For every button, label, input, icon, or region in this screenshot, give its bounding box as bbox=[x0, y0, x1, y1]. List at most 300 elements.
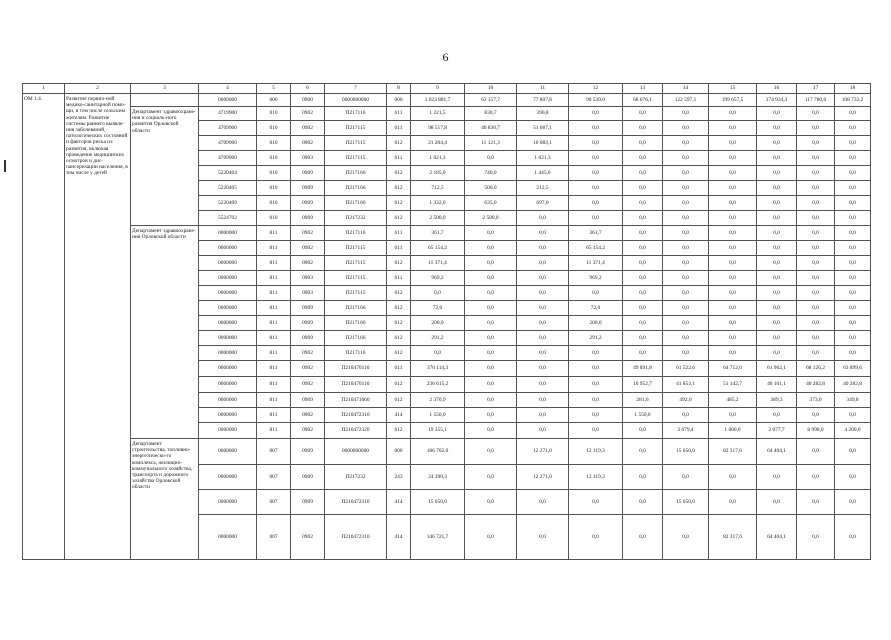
table-cell: 15 650,0 bbox=[411, 490, 465, 515]
table-cell: 0,0 bbox=[569, 136, 623, 151]
table-cell: 361,7 bbox=[411, 226, 465, 241]
table-cell: 0,0 bbox=[757, 331, 797, 346]
table-cell: 0000000 bbox=[199, 490, 257, 515]
table-cell: 0,0 bbox=[757, 151, 797, 166]
table-cell: 0000000 bbox=[199, 256, 257, 271]
table-cell: П210472320 bbox=[325, 423, 387, 439]
table-cell: 122 597,1 bbox=[663, 94, 709, 107]
table-cell: 0,0 bbox=[569, 121, 623, 136]
table-cell: 0909 bbox=[291, 166, 325, 181]
table-cell: 11 121,3 bbox=[465, 136, 517, 151]
table-cell: 65 154,2 bbox=[411, 241, 465, 256]
table-cell: 68 676,1 bbox=[623, 94, 663, 107]
table-cell: 72,0 bbox=[569, 301, 623, 316]
table-cell: 90 539,0 bbox=[569, 94, 623, 107]
table-cell: 000 bbox=[257, 94, 291, 107]
table-cell: П217115 bbox=[325, 256, 387, 271]
table-row bbox=[23, 94, 871, 107]
table-cell: 0000000 bbox=[199, 241, 257, 256]
table-cell: 1 445,0 bbox=[517, 166, 569, 181]
column-header: 16 bbox=[757, 84, 797, 94]
table-cell: 373,0 bbox=[797, 393, 835, 408]
table-cell: 0,0 bbox=[569, 107, 623, 121]
table-cell: 0,0 bbox=[835, 286, 871, 301]
table-cell: 010 bbox=[257, 196, 291, 211]
table-cell: 0,0 bbox=[623, 151, 663, 166]
table-cell: 010 bbox=[257, 181, 291, 196]
table-cell: 174 934,3 bbox=[757, 94, 797, 107]
table-cell: 0,0 bbox=[709, 107, 757, 121]
table-cell: 0,0 bbox=[663, 241, 709, 256]
table-cell: П217166 bbox=[325, 301, 387, 316]
table-cell: 0,0 bbox=[663, 346, 709, 361]
table-cell: 61 522,6 bbox=[663, 361, 709, 377]
budget-table bbox=[22, 83, 871, 560]
table-cell: 811 bbox=[257, 408, 291, 423]
measure-description: Развитие первич-ной медико-санитарной помо-щи, в том числе сельским жителям. Развитие системы раннего выявле-ния заболеваний, патологических состояний и факторов риска их развития, включая проведение медицинских осмотров и дис-пансеризации населения, в том числе у детей bbox=[65, 94, 131, 560]
table-cell: 1 021,3 bbox=[411, 151, 465, 166]
table-cell: 0,0 bbox=[623, 226, 663, 241]
table-cell: 0,0 bbox=[797, 490, 835, 515]
table-cell: 697,0 bbox=[517, 196, 569, 211]
table-cell: 0909 bbox=[291, 301, 325, 316]
table-cell: 0902 bbox=[291, 423, 325, 439]
table-cell: 0,0 bbox=[623, 166, 663, 181]
table-cell: 0,0 bbox=[517, 286, 569, 301]
table-cell: 000 bbox=[387, 439, 411, 465]
table-cell: 0,0 bbox=[709, 490, 757, 515]
table-cell: 0,0 bbox=[797, 256, 835, 271]
table-cell: 0,0 bbox=[465, 377, 517, 393]
table-cell: 0,0 bbox=[835, 515, 871, 560]
table-cell: 830,7 bbox=[465, 107, 517, 121]
table-cell: 611 bbox=[387, 241, 411, 256]
table-cell: 0902 bbox=[291, 256, 325, 271]
table-cell: 0,0 bbox=[517, 256, 569, 271]
table-cell: 0,0 bbox=[709, 465, 757, 490]
table-cell: 0,0 bbox=[517, 226, 569, 241]
table-cell: 0,0 bbox=[663, 331, 709, 346]
table-cell: 61 962,1 bbox=[757, 361, 797, 377]
table-cell: 0,0 bbox=[709, 226, 757, 241]
table-cell: 0,0 bbox=[517, 346, 569, 361]
table-cell: П210472310 bbox=[325, 490, 387, 515]
table-cell: 0,0 bbox=[465, 515, 517, 560]
table-cell: 485,2 bbox=[709, 393, 757, 408]
table-cell: 0909 bbox=[291, 316, 325, 331]
table-cell: 0000000 bbox=[199, 377, 257, 393]
table-cell: 0,0 bbox=[465, 316, 517, 331]
table-cell: 0,0 bbox=[835, 490, 871, 515]
table-cell: 0,0 bbox=[569, 393, 623, 408]
table-cell: 4709900 bbox=[199, 121, 257, 136]
table-cell: 0,0 bbox=[623, 271, 663, 286]
table-cell: 612 bbox=[387, 166, 411, 181]
table-cell: 0,0 bbox=[623, 301, 663, 316]
table-cell: 0,0 bbox=[465, 465, 517, 490]
table-cell: 1 023 881,7 bbox=[411, 94, 465, 107]
table-cell: 0,0 bbox=[569, 361, 623, 377]
table-cell: 146 721,7 bbox=[411, 515, 465, 560]
table-cell: 0,0 bbox=[797, 408, 835, 423]
table-cell: 0,0 bbox=[757, 121, 797, 136]
table-cell: 0909 bbox=[291, 181, 325, 196]
table-cell: 389,3 bbox=[757, 393, 797, 408]
table-cell: 108 732,2 bbox=[835, 94, 871, 107]
table-cell: 0,0 bbox=[757, 271, 797, 286]
table-cell: 010 bbox=[257, 107, 291, 121]
table-cell: 611 bbox=[387, 271, 411, 286]
table-cell: 0903 bbox=[291, 271, 325, 286]
table-cell: 0,0 bbox=[663, 316, 709, 331]
table-cell: 63 899,6 bbox=[835, 361, 871, 377]
table-cell: 0000000 bbox=[199, 515, 257, 560]
column-header: 3 bbox=[131, 84, 199, 94]
table-cell: 0,0 bbox=[465, 256, 517, 271]
table-cell: 0,0 bbox=[797, 241, 835, 256]
table-cell: 811 bbox=[257, 241, 291, 256]
table-cell: 0,0 bbox=[835, 331, 871, 346]
table-cell: 0,0 bbox=[709, 136, 757, 151]
table-cell: П217166 bbox=[325, 196, 387, 211]
table-cell: 007 bbox=[257, 439, 291, 465]
table-cell: 0,0 bbox=[465, 271, 517, 286]
table-cell: 0000000 bbox=[199, 423, 257, 439]
table-cell: 611 bbox=[387, 361, 411, 377]
table-cell: 0,0 bbox=[623, 465, 663, 490]
table-cell: 0000000000 bbox=[325, 94, 387, 107]
department-cell: Департамент строительства, топливно-энергетическо-го комплекса, жилищно-коммунального хозяйства, транспорта и дорожного хозяйства Орловской области bbox=[131, 439, 199, 560]
table-cell: 0,0 bbox=[835, 121, 871, 136]
table-cell: П217166 bbox=[325, 181, 387, 196]
column-header: 1 bbox=[23, 84, 65, 94]
table-cell: 0903 bbox=[291, 286, 325, 301]
table-cell: 0,0 bbox=[569, 490, 623, 515]
table-cell: 1 550,0 bbox=[411, 408, 465, 423]
table-cell: 15 650,0 bbox=[663, 490, 709, 515]
table-cell: 0,0 bbox=[663, 196, 709, 211]
table-cell: 0,0 bbox=[709, 316, 757, 331]
table-cell: 010 bbox=[257, 136, 291, 151]
table-row bbox=[23, 439, 871, 465]
table-cell: 0,0 bbox=[569, 196, 623, 211]
table-cell: 0,0 bbox=[623, 196, 663, 211]
table-cell: 0,0 bbox=[465, 393, 517, 408]
table-cell: П210470110 bbox=[325, 377, 387, 393]
table-cell: 0,0 bbox=[835, 346, 871, 361]
table-cell: 811 bbox=[257, 377, 291, 393]
table-cell: 10 083,1 bbox=[517, 136, 569, 151]
table-cell: 0,0 bbox=[835, 241, 871, 256]
table-cell: 243 bbox=[387, 465, 411, 490]
table-cell: 811 bbox=[257, 393, 291, 408]
table-cell: 0909 bbox=[291, 196, 325, 211]
table-cell: П217115 bbox=[325, 241, 387, 256]
table-cell: 0000000 bbox=[199, 301, 257, 316]
table-cell: 390,8 bbox=[517, 107, 569, 121]
table-cell: 0,0 bbox=[757, 181, 797, 196]
table-cell: 0,0 bbox=[517, 301, 569, 316]
table-cell: 2 185,0 bbox=[411, 166, 465, 181]
table-cell: 21 204,4 bbox=[411, 136, 465, 151]
table-cell: П217116 bbox=[325, 346, 387, 361]
table-cell: 007 bbox=[257, 490, 291, 515]
table-cell: 0,0 bbox=[835, 256, 871, 271]
table-cell: П210471660 bbox=[325, 393, 387, 408]
table-cell: 5220409 bbox=[199, 196, 257, 211]
table-cell: 811 bbox=[257, 301, 291, 316]
column-header: 18 bbox=[835, 84, 871, 94]
table-cell: 0,0 bbox=[517, 490, 569, 515]
table-cell: 82 317,6 bbox=[709, 439, 757, 465]
table-cell: 0,0 bbox=[517, 331, 569, 346]
table-cell: 0,0 bbox=[757, 196, 797, 211]
table-cell: 4 200,0 bbox=[835, 423, 871, 439]
table-cell: 5220405 bbox=[199, 181, 257, 196]
table-cell: 0,0 bbox=[757, 226, 797, 241]
table-cell: 0,0 bbox=[797, 181, 835, 196]
table-cell: 11 371,4 bbox=[411, 256, 465, 271]
table-cell: 15 650,0 bbox=[663, 439, 709, 465]
table-cell: 969,2 bbox=[569, 271, 623, 286]
table-cell: 612 bbox=[387, 196, 411, 211]
table-cell: 1 000,0 bbox=[709, 423, 757, 439]
table-cell: 46 101,1 bbox=[757, 377, 797, 393]
table-cell: П217232 bbox=[325, 465, 387, 490]
table-cell: 811 bbox=[257, 256, 291, 271]
table-cell: 0,0 bbox=[757, 408, 797, 423]
table-cell: 0,0 bbox=[569, 408, 623, 423]
table-cell: 3 079,4 bbox=[663, 423, 709, 439]
table-cell: 969,2 bbox=[411, 271, 465, 286]
table-cell: 612 bbox=[387, 331, 411, 346]
table-cell: 0,0 bbox=[797, 107, 835, 121]
table-cell: 0,0 bbox=[465, 490, 517, 515]
table-cell: 0,0 bbox=[709, 121, 757, 136]
table-cell: 0,0 bbox=[663, 286, 709, 301]
table-cell: 199 657,5 bbox=[709, 94, 757, 107]
table-cell: 0,0 bbox=[663, 465, 709, 490]
table-cell: 0,0 bbox=[835, 465, 871, 490]
table-cell: 0,0 bbox=[797, 515, 835, 560]
table-cell: 0,0 bbox=[569, 211, 623, 226]
table-cell: 0,0 bbox=[663, 256, 709, 271]
table-cell: 0000000 bbox=[199, 346, 257, 361]
table-cell: 0,0 bbox=[709, 301, 757, 316]
table-cell: 0,0 bbox=[517, 408, 569, 423]
table-cell: 0,0 bbox=[465, 361, 517, 377]
table-cell: 0,0 bbox=[797, 301, 835, 316]
measure-code: ОМ 1.4. bbox=[23, 94, 65, 560]
table-cell: 0000000 bbox=[199, 271, 257, 286]
table-cell: 611 bbox=[387, 226, 411, 241]
table-cell: 0,0 bbox=[797, 196, 835, 211]
table-cell: 65 154,2 bbox=[569, 241, 623, 256]
table-cell: 0000000 bbox=[199, 226, 257, 241]
table-cell: 0000000 bbox=[199, 286, 257, 301]
table-cell: 212,5 bbox=[517, 181, 569, 196]
table-cell: 010 bbox=[257, 166, 291, 181]
table-cell: 0,0 bbox=[517, 361, 569, 377]
table-cell: 0,0 bbox=[663, 515, 709, 560]
table-cell: 0,0 bbox=[623, 256, 663, 271]
table-cell: 0,0 bbox=[797, 439, 835, 465]
column-header: 11 bbox=[517, 84, 569, 94]
table-cell: 24 390,3 bbox=[411, 465, 465, 490]
table-cell: 0,0 bbox=[797, 136, 835, 151]
table-cell: 0,0 bbox=[465, 439, 517, 465]
table-cell: 612 bbox=[387, 316, 411, 331]
table-cell: 0,0 bbox=[465, 241, 517, 256]
table-cell: 0,0 bbox=[709, 166, 757, 181]
table-cell: 811 bbox=[257, 361, 291, 377]
table-cell: 291,2 bbox=[569, 331, 623, 346]
table-cell: 0900 bbox=[291, 94, 325, 107]
table-cell: 349,8 bbox=[835, 393, 871, 408]
table-cell: 186 762,0 bbox=[411, 439, 465, 465]
table-cell: 0,0 bbox=[517, 423, 569, 439]
table-cell: 0,0 bbox=[709, 346, 757, 361]
table-cell: 0,0 bbox=[623, 211, 663, 226]
table-cell: 740,0 bbox=[465, 166, 517, 181]
table-cell: П210472310 bbox=[325, 515, 387, 560]
table-cell: 0902 bbox=[291, 226, 325, 241]
table-cell: 361,7 bbox=[569, 226, 623, 241]
table-cell: 12 119,3 bbox=[569, 439, 623, 465]
table-cell: 19 355,1 bbox=[411, 423, 465, 439]
table-cell: 0903 bbox=[291, 151, 325, 166]
column-header: 12 bbox=[569, 84, 623, 94]
table-cell: 1 332,0 bbox=[411, 196, 465, 211]
table-cell: 0,0 bbox=[569, 346, 623, 361]
table-cell: 5220404 bbox=[199, 166, 257, 181]
table-cell: 0909 bbox=[291, 393, 325, 408]
table-body bbox=[23, 94, 871, 560]
table-cell: 0,0 bbox=[709, 256, 757, 271]
table-cell: 0,0 bbox=[797, 211, 835, 226]
table-cell: 0,0 bbox=[757, 107, 797, 121]
table-cell: 2 500,0 bbox=[465, 211, 517, 226]
column-header: 14 bbox=[663, 84, 709, 94]
table-row bbox=[23, 107, 871, 121]
table-cell: 0,0 bbox=[709, 196, 757, 211]
table-cell: 0902 bbox=[291, 241, 325, 256]
table-cell: 0,0 bbox=[835, 166, 871, 181]
table-cell: 612 bbox=[387, 256, 411, 271]
column-header: 6 bbox=[291, 84, 325, 94]
table-cell: П217166 bbox=[325, 331, 387, 346]
table-cell: 370 114,3 bbox=[411, 361, 465, 377]
table-cell: 0000000 bbox=[199, 408, 257, 423]
table-cell: 0,0 bbox=[709, 331, 757, 346]
table-cell: 811 bbox=[257, 331, 291, 346]
table-cell: 612 bbox=[387, 136, 411, 151]
table-cell: 2 370,9 bbox=[411, 393, 465, 408]
column-header: 10 bbox=[465, 84, 517, 94]
table-cell: 0,0 bbox=[797, 121, 835, 136]
table-cell: 4709900 bbox=[199, 136, 257, 151]
table-cell: 0,0 bbox=[663, 107, 709, 121]
table-cell: 0000000 bbox=[199, 439, 257, 465]
table-cell: 0,0 bbox=[757, 490, 797, 515]
table-cell: 51 687,1 bbox=[517, 121, 569, 136]
table-cell: 611 bbox=[387, 121, 411, 136]
table-cell: 010 bbox=[257, 121, 291, 136]
table-cell: 200,0 bbox=[411, 316, 465, 331]
table-cell: 2 077,7 bbox=[757, 423, 797, 439]
table-cell: 0,0 bbox=[663, 211, 709, 226]
table-cell: 0,0 bbox=[797, 331, 835, 346]
table-cell: 712,5 bbox=[411, 181, 465, 196]
table-cell: 0902 bbox=[291, 377, 325, 393]
table-cell: 0,0 bbox=[623, 346, 663, 361]
table-cell: 64 404,1 bbox=[757, 439, 797, 465]
scan-mark bbox=[4, 160, 6, 172]
table-cell: 40 282,8 bbox=[797, 377, 835, 393]
table-cell: 0,0 bbox=[663, 136, 709, 151]
table-cell: 0,0 bbox=[835, 196, 871, 211]
table-cell: 0,0 bbox=[517, 211, 569, 226]
table-cell: 0,0 bbox=[797, 271, 835, 286]
table-cell: 0902 bbox=[291, 408, 325, 423]
table-cell: 4709900 bbox=[199, 151, 257, 166]
table-cell: 0,0 bbox=[797, 346, 835, 361]
table-cell: П210472310 bbox=[325, 408, 387, 423]
table-cell: 117 780,0 bbox=[797, 94, 835, 107]
table-cell: П217115 bbox=[325, 286, 387, 301]
table-cell: 68 126,2 bbox=[797, 361, 835, 377]
table-cell: П217115 bbox=[325, 121, 387, 136]
table-cell: 0,0 bbox=[569, 286, 623, 301]
table-cell: 0,0 bbox=[709, 286, 757, 301]
table-cell: 98 517,8 bbox=[411, 121, 465, 136]
table-cell: 0,0 bbox=[623, 423, 663, 439]
table-cell: 0,0 bbox=[757, 286, 797, 301]
table-cell: 291,2 bbox=[411, 331, 465, 346]
table-cell: 0000000 bbox=[199, 465, 257, 490]
table-cell: 0,0 bbox=[465, 301, 517, 316]
table-cell: 0,0 bbox=[709, 241, 757, 256]
table-cell: П217115 bbox=[325, 151, 387, 166]
table-cell: 0,0 bbox=[517, 316, 569, 331]
table-cell: 1 021,3 bbox=[517, 151, 569, 166]
column-header: 13 bbox=[623, 84, 663, 94]
table-cell: 0,0 bbox=[465, 423, 517, 439]
column-header: 17 bbox=[797, 84, 835, 94]
table-cell: 0,0 bbox=[465, 331, 517, 346]
table-cell: 0,0 bbox=[465, 226, 517, 241]
table-cell: 0,0 bbox=[569, 151, 623, 166]
table-cell: 0,0 bbox=[797, 166, 835, 181]
table-cell: 0000000 bbox=[199, 331, 257, 346]
column-header: 5 bbox=[257, 84, 291, 94]
table-cell: 0,0 bbox=[623, 241, 663, 256]
table-cell: 63 157,7 bbox=[465, 94, 517, 107]
table-cell: 0,0 bbox=[517, 377, 569, 393]
table-cell: 64 712,0 bbox=[709, 361, 757, 377]
table-cell: 0,0 bbox=[465, 151, 517, 166]
table-cell: 0,0 bbox=[797, 226, 835, 241]
table-cell: 0909 bbox=[291, 331, 325, 346]
table-cell: 0902 bbox=[291, 121, 325, 136]
table-cell: 0,0 bbox=[569, 423, 623, 439]
table-cell: 0,0 bbox=[709, 408, 757, 423]
table-cell: 414 bbox=[387, 515, 411, 560]
table-cell: 0,0 bbox=[709, 211, 757, 226]
department-cell: Департамент здравоохране-ния и социаль-ного развития Орловской области bbox=[131, 107, 199, 226]
table-cell: 0,0 bbox=[757, 241, 797, 256]
table-cell: 0,0 bbox=[835, 211, 871, 226]
